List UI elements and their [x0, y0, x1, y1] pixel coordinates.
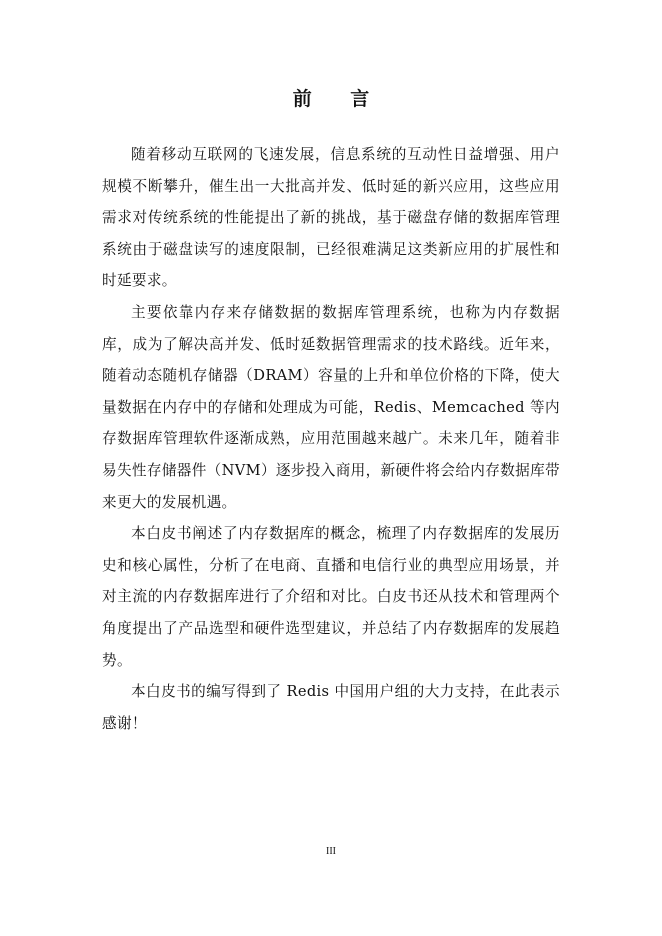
paragraph-2: 主要依靠内存来存储数据的数据库管理系统，也称为内存数据库，成为了解决高并发、低时延数据管理需求的技术路线。近年来，随着动态随机存储器（DRAM）容量的上升和单位价格的下降，使大量数据在内存中的存储和处理成为可能，Redis、Memcached 等内存数据库管理软件逐渐成熟，应用范围越来越广。未来几年，随着非易失性存储器件（NVM）逐步投入商用，新硬件将会给内存数据库带来更大的发展机遇。	[102, 303, 560, 511]
page-title: 前 言	[292, 88, 386, 110]
page-number: III	[326, 846, 336, 857]
paragraph-4: 本白皮书的编写得到了 Redis 中国用户组的大力支持，在此表示感谢！	[102, 683, 560, 732]
paragraph-1: 随着移动互联网的飞速发展，信息系统的互动性日益增强、用户规模不断攀升，催生出一大批高并发、低时延的新兴应用，这些应用需求对传统系统的性能提出了新的挑战，基于磁盘存储的数据库管理系统由于磁盘读写的速度限制，已经很难满足这类新应用的扩展性和时延要求。	[102, 146, 560, 290]
body-text	[102, 139, 560, 739]
paragraph-3: 本白皮书阐述了内存数据库的概念，梳理了内存数据库的发展历史和核心属性，分析了在电商、直播和电信行业的典型应用场景，并对主流的内存数据库进行了介绍和对比。白皮书还从技术和管理两个角度提出了产品选型和硬件选型建议，并总结了内存数据库的发展趋势。	[102, 525, 560, 669]
